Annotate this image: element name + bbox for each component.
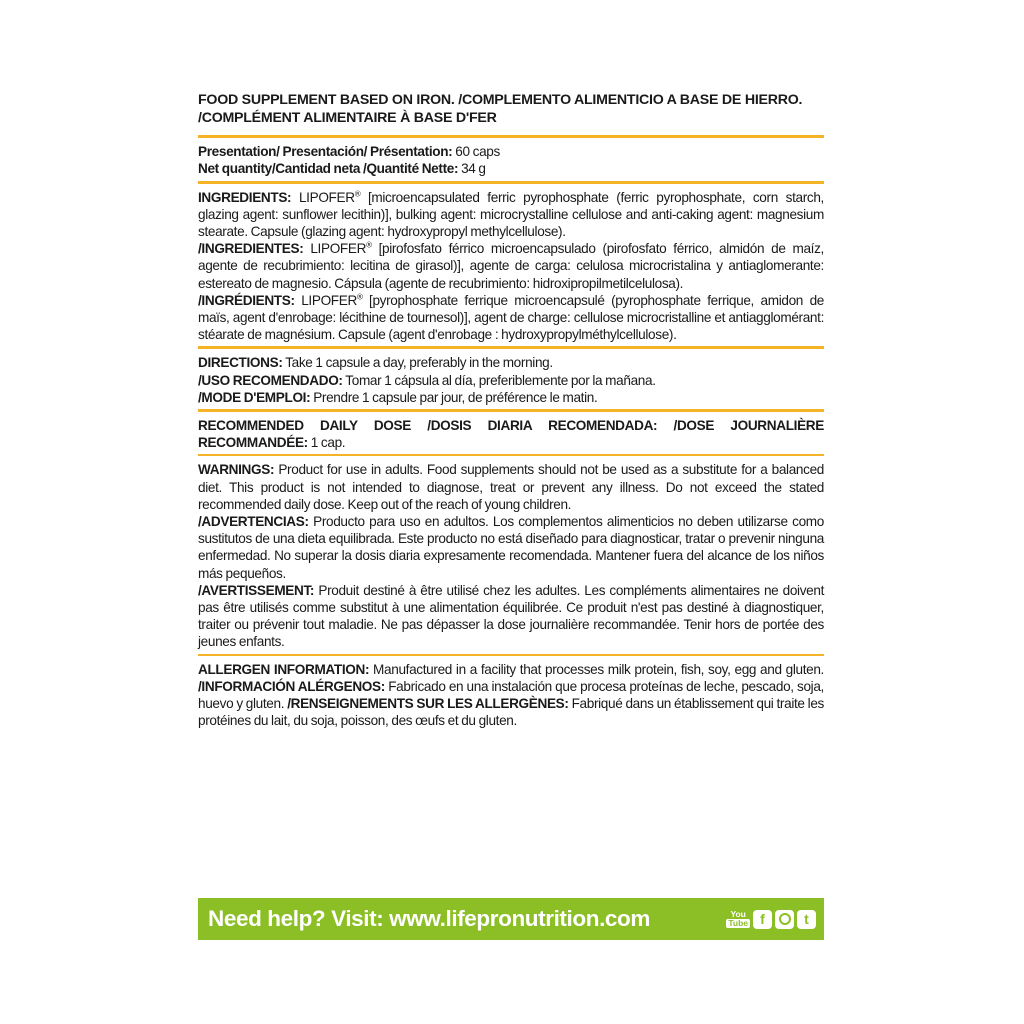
youtube-you-text: You — [730, 909, 746, 919]
ingredients-fr-text: [pyrophosphate ferrique microencapsulé (pyrophosphate ferrique, amidon de maïs, agent d'enrobage: lécithine de tournesol)], agent de charge: cellulose microcristalline et antiagglomérant: stéarate de magnésium. Capsule (agent d'enrobage : hydroxypropylméthylcellulose). — [198, 292, 824, 343]
directions-fr-text: Prendre 1 capsule par jour, de préférence le matin. — [310, 389, 598, 405]
divider — [198, 135, 824, 138]
presentation-value: 60 caps — [452, 144, 500, 160]
directions-en-label: DIRECTIONS: — [198, 355, 283, 371]
brand-name: LIPOFER — [294, 292, 357, 308]
social-icons — [726, 910, 816, 929]
ingredients-es-text: [pirofosfato férrico microencapsulado (pirofosfato férrico, almidón de maíz, agente de recubrimiento: lecitina de girasol)], agente de carga: celulosa microcristalina y antiaglomerante: estereato de magnesio. Cápsula (agente de recubrimiento: hidroxipropilmetilcelulosa). — [198, 241, 824, 291]
warnings-en-text: Product for use in adults. Food supplements should not be used as a substitute for a balanced diet. This product is not intended to diagnose, treat or prevent any illness. Do not exceed the stated recommended daily dose. Keep out of the reach of young children. — [198, 462, 824, 512]
youtube-icon[interactable] — [726, 910, 750, 928]
warnings-fr-text: Produit destiné à être utilisé chez les adultes. Les compléments alimentaires ne doivent pas être utilisés comme substitut à une alimentation équilibrée. Ce produit n'est pas destiné à diagnostiquer, traiter ou prévenir tout maladie. Ne pas dépasser la dose journalière recommandée. Tenir hors de portée des jeunes enfants. — [198, 582, 824, 650]
allergen-section — [198, 661, 824, 730]
instagram-icon[interactable] — [775, 910, 794, 929]
warnings-fr-label: /AVERTISSEMENT: — [198, 582, 315, 598]
warnings-es — [198, 513, 824, 582]
directions-en-text: Take 1 capsule a day, preferably in the morning. — [282, 355, 553, 371]
supplement-label — [198, 92, 824, 729]
ingredients-fr — [198, 292, 824, 344]
ingredients-en — [198, 189, 824, 241]
directions-es-text: Tomar 1 cápsula al día, preferiblemente por la mañana. — [342, 372, 656, 388]
net-quantity-value: 34 g — [458, 161, 486, 177]
registered-mark: ® — [356, 292, 363, 302]
twitter-icon[interactable]: t — [797, 910, 816, 929]
dose-line — [198, 417, 824, 451]
dose-label: RECOMMENDED DAILY DOSE /DOSIS DIARIA RECOMENDADA: /DOSE JOURNALIÈRE RECOMMANDÉE: — [198, 418, 824, 451]
presentation-section — [198, 143, 824, 177]
directions-fr-label: /MODE D'EMPLOI: — [198, 389, 311, 405]
warnings-en — [198, 461, 824, 513]
divider — [198, 346, 824, 349]
warnings-es-label: /ADVERTENCIAS: — [198, 514, 309, 530]
registered-mark: ® — [354, 189, 361, 199]
ingredients-section — [198, 189, 824, 344]
brand-name: LIPOFER — [291, 189, 355, 205]
allergen-en-text: Manufactured in a facility that processes milk protein, fish, soy, egg and gluten. — [369, 661, 824, 677]
allergen-fr-text: Fabriqué dans un établissement qui traite les protéines du lait, du soja, poisson, des œufs et du gluten. — [198, 696, 824, 729]
divider — [198, 454, 824, 456]
allergen-paragraph — [198, 661, 824, 730]
allergen-fr-label: /RENSEIGNEMENTS SUR LES ALLERGÈNES: — [287, 696, 569, 712]
ingredients-es — [198, 240, 824, 292]
presentation-line — [198, 143, 824, 160]
product-title: FOOD SUPPLEMENT BASED ON IRON. /COMPLEMENTO ALIMENTICIO A BASE DE HIERRO. /COMPLÉMENT ALIMENTAIRE À BASE D'FER — [198, 92, 803, 126]
ingredients-es-label: /INGREDIENTES: — [198, 241, 304, 257]
ingredients-en-text: [microencapsulated ferric pyrophosphate (ferric pyrophosphate, corn starch, glazing agent: sunflower lecithin)], bulking agent: microcrystalline cellulose and anti-caking agent: magnesium stearate. Capsule (glazing agent: hydroxypropyl methylcellulose). — [198, 189, 824, 239]
facebook-icon[interactable]: f — [753, 910, 772, 929]
dose-section — [198, 417, 824, 451]
brand-name: LIPOFER — [303, 241, 367, 257]
directions-es-label: /USO RECOMENDADO: — [198, 372, 343, 388]
allergen-es-text: Fabricado en una instalación que procesa proteínas de leche, pescado, soja, huevo y gluten. — [198, 678, 824, 712]
allergen-es-label: /INFORMACIÓN ALÉRGENOS: — [198, 678, 385, 694]
dose-value: 1 cap. — [307, 435, 346, 451]
directions-fr — [198, 389, 824, 406]
presentation-label: Presentation/ Presentación/ Présentation: — [198, 144, 453, 160]
net-quantity-label: Net quantity/Cantidad neta /Quantité Nette: — [198, 161, 459, 177]
warnings-en-label: WARNINGS: — [198, 462, 275, 478]
divider — [198, 181, 824, 184]
net-quantity-line — [198, 160, 824, 177]
directions-section — [198, 354, 824, 406]
warnings-fr — [198, 582, 824, 651]
help-website-link[interactable]: Need help? Visit: www.lifepronutrition.com — [208, 906, 650, 931]
directions-en — [198, 354, 824, 371]
ingredients-fr-label: /INGRÉDIENTS: — [198, 292, 295, 308]
warnings-es-text: Producto para uso en adultos. Los complementos alimenticios no deben utilizarse como sustitutos de una dieta equilibrada. Este producto no está diseñado para diagnosticar, tratar o prevenir ninguna enfermedad. No superar la dosis diaria expresamente recomendada. Mantener fuera del alcance de los niños más pequeños. — [198, 514, 824, 581]
allergen-en-label: ALLERGEN INFORMATION: — [198, 661, 370, 677]
registered-mark: ® — [366, 240, 372, 250]
youtube-tube-text: Tube — [728, 918, 748, 928]
ingredients-en-label: INGREDIENTS: — [198, 189, 292, 205]
divider — [198, 409, 824, 412]
divider — [198, 654, 824, 656]
directions-es — [198, 372, 824, 389]
warnings-section — [198, 461, 824, 650]
help-footer-banner — [198, 898, 824, 940]
